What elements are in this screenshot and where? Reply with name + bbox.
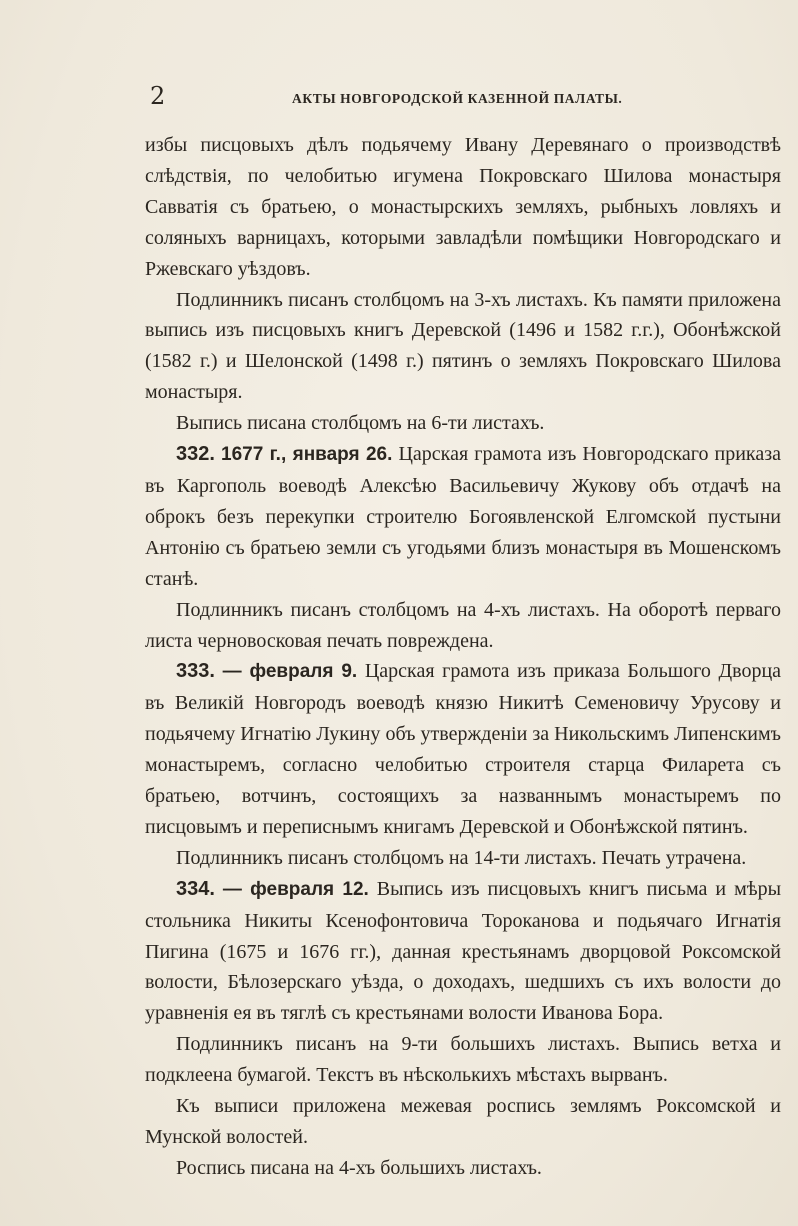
- running-title: АКТЫ НОВГОРОДСКОЙ КАЗЕННОЙ ПАЛАТЫ.: [292, 91, 623, 106]
- entry-332: [145, 439, 781, 595]
- page-body: [145, 130, 781, 1184]
- entry-number: 332.: [176, 443, 215, 466]
- page-header: [145, 82, 785, 112]
- note-paragraph: Подлинникъ писанъ на 9-ти большихъ листахъ. Выпись ветха и подклеена бумагой. Текстъ въ нѣсколькихъ мѣстахъ вырванъ.: [145, 1033, 781, 1087]
- entry-334: [145, 874, 781, 1030]
- entry-number: 333.: [176, 660, 215, 683]
- note-paragraph: Роспись писана на 4-хъ большихъ листахъ.: [176, 1156, 542, 1179]
- note-paragraph: Подлинникъ писанъ столбцомъ на 14-ти листахъ. Печать утрачена.: [176, 846, 747, 869]
- note-paragraph: Выпись писана столбцомъ на 6-ти листахъ.: [176, 412, 545, 435]
- entry-number: 334.: [176, 877, 215, 900]
- entry-text: Царская грамота изъ Новгородскаго приказа въ Каргополь воеводѣ Алексѣю Васильевичу Жукову объ отдачѣ на оброкъ безъ перекупки строителю Богоявленской Елгомской пустыни Антонію съ братьею земли съ угодьями близъ монастыря въ Мошенскомъ станѣ.: [145, 443, 782, 590]
- note-paragraph: Къ выписи приложена межевая роспись землямъ Роксомской и Мунской волостей.: [145, 1095, 781, 1148]
- note-paragraph: Подлинникъ писанъ столбцомъ на 3-хъ листахъ. Къ памяти приложена выпись изъ писцовыхъ книгъ Деревской (1496 и 1582 г.г.), Обонѣжской (1582 г.) и Шелонской (1498 г.) пятинъ о земляхъ Покровскаго Шилова монастыря.: [145, 288, 781, 404]
- intro-paragraph: избы писцовыхъ дѣлъ подьячему Ивану Деревянаго о производствѣ слѣдствія, по челобитью игумена Покровскаго Шилова монастыря Савватія съ братьею, о монастырскихъ земляхъ, рыбныхъ ловляхъ и соляныхъ варницахъ, которыми завладѣли помѣщики Новгородскаго и Ржевскаго уѣздовъ.: [145, 134, 781, 280]
- page-number: 2: [150, 82, 166, 110]
- note-paragraph: Подлинникъ писанъ столбцомъ на 4-хъ листахъ. На оборотѣ перваго листа черновосковая печать повреждена.: [145, 598, 781, 652]
- entry-date: 1677 г., января 26.: [221, 444, 393, 466]
- entry-333: [145, 656, 781, 842]
- entry-date: — февраля 9.: [222, 661, 358, 683]
- entry-text: Царская грамота изъ приказа Большого Дворца въ Великій Новгородъ воеводѣ князю Никитѣ Семеновичу Урусову и подьячему Игнатію Лукину объ утвержденіи за Никольскимъ Липенскимъ монастыремъ, согласно челобитью строителя старца Филарета съ братьею, вотчинъ, состоящихъ за названнымъ монастыремъ по писцовымъ и переписнымъ книгамъ Деревской и Обонѣжской пятинъ.: [145, 660, 782, 838]
- entry-date: — февраля 12.: [222, 878, 369, 900]
- entry-text: Выпись изъ писцовыхъ книгъ письма и мѣры стольника Никиты Ксенофонтовича Тороканова и подьячаго Игнатія Пигина (1675 и 1676 гг.), данная крестьянамъ дворцовой Роксомской волости, Бѣлозерскаго уѣзда, о доходахъ, шедшихъ съ ихъ волости до уравненія ея въ тяглѣ съ крестьянами волости Иванова Бора.: [145, 877, 782, 1025]
